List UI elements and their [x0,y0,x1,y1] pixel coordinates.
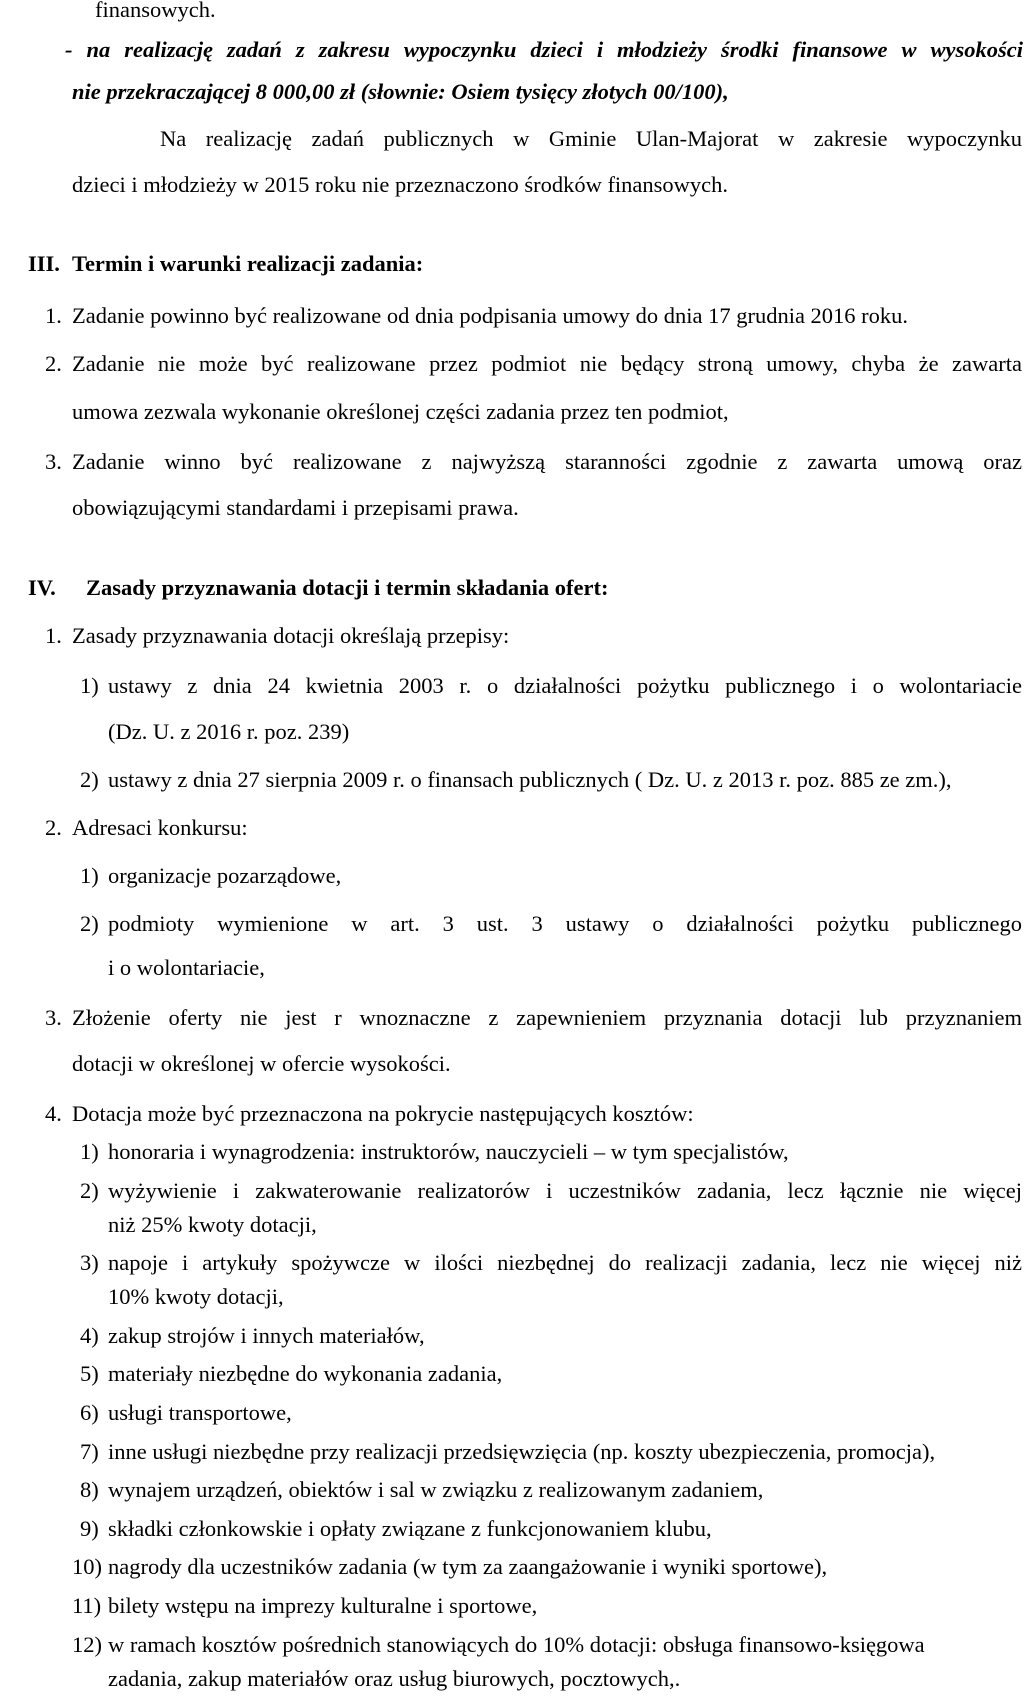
intro-paragraph-line-2: dzieci i młodzieży w 2015 roku nie przeznaczono środków finansowych. [72,172,729,197]
s4-4-sub-6-line-1: usługi transportowe, [108,1400,292,1425]
s3-item-3-line-2: obowiązującymi standardami i przepisami prawa. [72,495,519,520]
s4-4-sub-12-line-2: zadania, zakup materiałów oraz usług biurowych, pocztowych,. [108,1665,681,1691]
italic-line-2: nie przekraczającej 8 000,00 zł (słownie: Osiem tysięcy złotych 00/100), [72,79,729,104]
s4-4-sub-8-line-1: wynajem urządzeń, obiektów i sal w związku z realizowanym zadaniem, [108,1477,764,1503]
s4-4-sub-1-num: 1) [80,1139,99,1164]
s4-item-3-line-1: Złożenie oferty nie jest r wnoznaczne z zapewnieniem przyznania dotacji lub przyznaniem [72,1005,1022,1030]
s4-4-sub-5-line-1: materiały niezbędne do wykonania zadania, [108,1361,503,1387]
s4-2-sub-1-num: 1) [80,863,99,888]
s4-4-sub-9-num: 9) [80,1515,99,1541]
s3-item-3-num: 3. [45,449,62,474]
s4-4-sub-4-line-1: zakup strojów i innych materiałów, [108,1322,425,1348]
s4-4-sub-12-num: 12) [72,1631,102,1657]
s4-item-2-num: 2. [45,815,62,840]
s4-item-4-num: 4. [45,1101,62,1126]
s3-item-2-line-1: Zadanie nie może być realizowane przez podmiot nie będący stroną umowy, chyba że zawarta [72,351,1022,376]
s4-item-1-text: Zasady przyznawania dotacji określają przepisy: [72,623,510,648]
s4-4-sub-6-num: 6) [80,1400,99,1425]
s4-4-sub-11-num: 11) [72,1593,102,1618]
s4-2-sub-2-num: 2) [80,911,99,936]
s3-item-2-line-2: umowa zezwala wykonanie określonej części zadania przez ten podmiot, [72,399,729,424]
s4-4-sub-1-line-1: honoraria i wynagrodzenia: instruktorów, nauczycieli – w tym specjalistów, [108,1139,789,1164]
top-fragment: finansowych. [95,0,216,22]
s4-4-sub-8-num: 8) [80,1477,99,1503]
s3-item-2-num: 2. [45,351,62,376]
s4-4-sub-10-line-1: nagrody dla uczestników zadania (w tym za zaangażowanie i wyniki sportowe), [108,1554,828,1580]
s4-4-sub-11-line-1: bilety wstępu na imprezy kulturalne i sportowe, [108,1593,538,1618]
s4-1-sub-1-num: 1) [80,673,99,698]
s4-4-sub-12-line-1: w ramach kosztów pośrednich stanowiących do 10% dotacji: obsługa finansowo-księgowa [108,1631,925,1657]
s4-4-sub-2-line-1: wyżywienie i zakwaterowanie realizatorów i uczestników zadania, lecz łącznie nie więcej [108,1177,1022,1203]
s4-item-3-line-2: dotacji w określonej w ofercie wysokości. [72,1051,451,1076]
s4-4-sub-9-line-1: składki członkowskie i opłaty związane z funkcjonowaniem klubu, [108,1515,712,1541]
s4-4-sub-2-num: 2) [80,1177,99,1203]
s4-4-sub-7-line-1: inne usługi niezbędne przy realizacji przedsięwzięcia (np. koszty ubezpieczenia, promocja), [108,1438,936,1464]
s4-2-sub-1-line-1: organizacje pozarządowe, [108,863,342,888]
s4-item-2-text: Adresaci konkursu: [72,815,248,840]
s4-4-sub-2-line-2: niż 25% kwoty dotacji, [108,1211,317,1237]
intro-paragraph-line-1: Na realizację zadań publicznych w Gminie Ulan-Majorat w zakresie wypoczynku [160,126,1022,151]
s4-1-sub-1-line-2: (Dz. U. z 2016 r. poz. 239) [108,719,350,744]
s4-item-1-num: 1. [45,623,62,648]
s3-item-1-num: 1. [45,303,62,328]
s4-2-sub-2-line-2: i o wolontariacie, [108,955,265,980]
s4-4-sub-3-num: 3) [80,1250,99,1276]
section-4-heading: Zasady przyznawania dotacji i termin składania ofert: [86,575,609,600]
s4-2-sub-2-line-1: podmioty wymienione w art. 3 ust. 3 ustawy o działalności pożytku publicznego [108,911,1022,936]
s4-4-sub-3-line-2: 10% kwoty dotacji, [108,1284,284,1310]
s4-4-sub-7-num: 7) [80,1438,99,1464]
s4-4-sub-4-num: 4) [80,1322,99,1348]
section-3-numeral: III. [28,251,60,276]
s4-item-3-num: 3. [45,1005,62,1030]
s4-1-sub-2-num: 2) [80,767,99,792]
s4-item-4-text: Dotacja może być przeznaczona na pokrycie następujących kosztów: [72,1101,694,1126]
s3-item-3-line-1: Zadanie winno być realizowane z najwyższą staranności zgodnie z zawarta umową oraz [72,449,1022,474]
s4-1-sub-1-line-1: ustawy z dnia 24 kwietnia 2003 r. o działalności pożytku publicznego i o wolontariacie [108,673,1022,698]
s4-4-sub-10-num: 10) [72,1554,102,1580]
section-4-numeral: IV. [28,575,56,600]
section-3-heading: Termin i warunki realizacji zadania: [72,251,424,276]
s4-1-sub-2-line-1: ustawy z dnia 27 sierpnia 2009 r. o finansach publicznych ( Dz. U. z 2013 r. poz. 885 ze zm.), [108,767,952,792]
s4-4-sub-5-num: 5) [80,1361,99,1387]
s3-item-1-text: Zadanie powinno być realizowane od dnia podpisania umowy do dnia 17 grudnia 2016 roku. [72,303,909,328]
italic-line-1: - na realizację zadań z zakresu wypoczynku dzieci i młodzieży środki finansowe w wysokości [65,37,1023,62]
s4-4-sub-3-line-1: napoje i artykuły spożywcze w ilości niezbędnej do realizacji zadania, lecz nie więcej niż [108,1250,1022,1276]
